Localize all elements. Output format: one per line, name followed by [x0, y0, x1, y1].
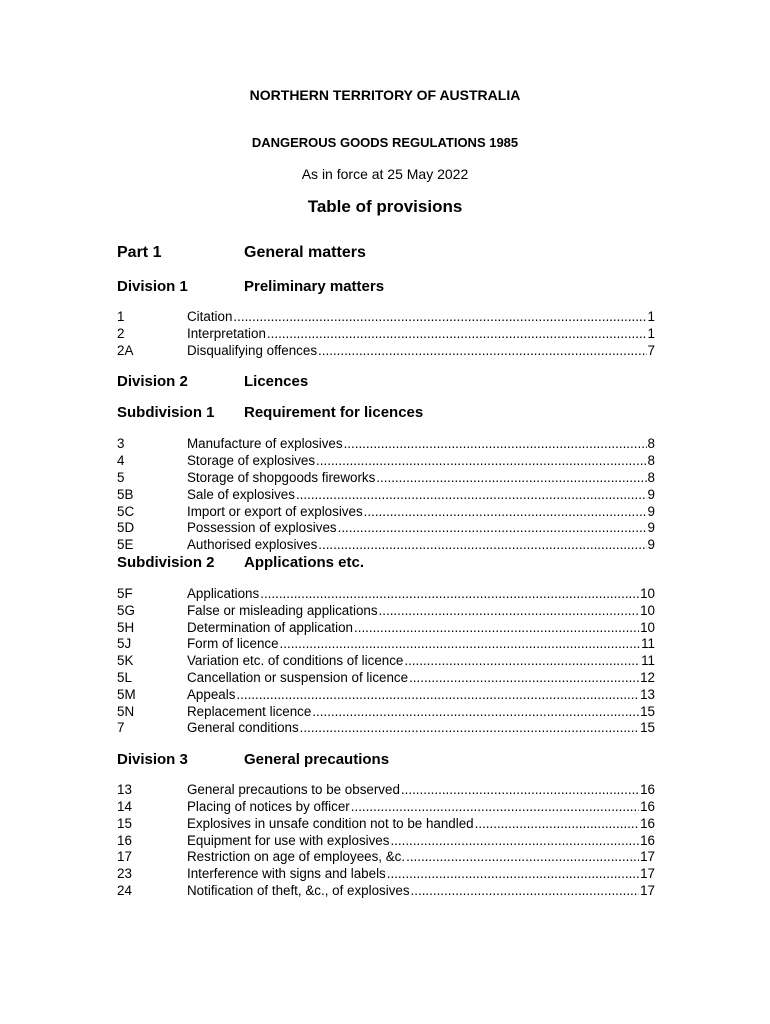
toc-entry[interactable] [117, 849, 655, 866]
provision-title: Equipment for use with explosives [187, 832, 390, 848]
provision-number: 5M [117, 686, 136, 702]
page-number: 16 [640, 832, 655, 848]
provision-number: 2 [117, 325, 125, 341]
provision-number: 5K [117, 653, 134, 669]
toc-entry[interactable] [117, 504, 655, 521]
dot-leader [312, 704, 639, 721]
heading-title: General precautions [244, 751, 390, 769]
page-number: 11 [641, 653, 655, 669]
provision-title: Appeals [187, 686, 236, 702]
page-number: 16 [640, 815, 655, 831]
provision-title: Determination of application [187, 619, 353, 635]
page-number: 16 [640, 782, 655, 798]
provision-title: Import or export of explosives [187, 503, 363, 519]
provision-list [117, 309, 655, 359]
provision-list [117, 782, 655, 900]
provision-number: 5B [117, 486, 134, 502]
toc-entry[interactable] [117, 487, 655, 504]
provision-title: Storage of shopgoods fireworks [187, 469, 376, 485]
provision-title: Restriction on age of employees, &c. [187, 849, 406, 865]
toc-entry[interactable] [117, 866, 655, 883]
provision-list [117, 586, 655, 737]
page-number: 8 [647, 436, 655, 452]
toc-entry[interactable] [117, 816, 655, 833]
provision-number: 24 [117, 882, 132, 898]
page-number: 8 [647, 453, 655, 469]
toc-entry[interactable] [117, 309, 655, 326]
toc-title: Table of provisions [307, 197, 463, 216]
provision-title: Authorised explosives [187, 537, 318, 553]
dot-leader [475, 816, 639, 833]
dot-leader [267, 326, 647, 343]
provision-title: Replacement licence [187, 703, 312, 719]
part-heading[interactable] [117, 244, 655, 264]
heading-label: Division 3 [117, 751, 188, 769]
dot-leader [300, 720, 639, 737]
dot-leader [280, 636, 641, 653]
provision-title: Placing of notices by officer [187, 798, 350, 814]
provision-number: 15 [117, 815, 132, 831]
page-number: 9 [647, 537, 655, 553]
page-number: 17 [640, 866, 655, 882]
toc-entry[interactable] [117, 687, 655, 704]
provision-title: False or misleading applications [187, 602, 378, 618]
page-number: 15 [640, 720, 655, 736]
provision-title: General conditions [187, 720, 299, 736]
dot-leader [236, 687, 639, 704]
provision-title: Form of licence [187, 636, 279, 652]
in-force-date: As in force at 25 May 2022 [301, 166, 469, 182]
provision-title: Explosives in unsafe condition not to be handled [187, 815, 474, 831]
page-number: 12 [640, 669, 655, 685]
provision-title: General precautions to be observed [187, 782, 400, 798]
provision-number: 5L [117, 669, 132, 685]
jurisdiction-heading: NORTHERN TERRITORY OF AUSTRALIA [249, 87, 521, 103]
toc-entry[interactable] [117, 636, 655, 653]
dot-leader [404, 653, 640, 670]
dot-leader [260, 586, 639, 603]
toc-entry[interactable] [117, 653, 655, 670]
heading-title: Licences [244, 373, 309, 391]
toc-entry[interactable] [117, 620, 655, 637]
division-heading[interactable] [117, 373, 655, 392]
page-number: 9 [647, 486, 655, 502]
page-number: 10 [640, 585, 655, 601]
provision-number: 16 [117, 832, 132, 848]
provision-number: 3 [117, 436, 125, 452]
provision-title: Variation etc. of conditions of licence [187, 653, 404, 669]
page-number: 9 [647, 520, 655, 536]
provision-number: 5 [117, 469, 125, 485]
toc-entry[interactable] [117, 343, 655, 360]
heading-title: Requirement for licences [244, 404, 424, 422]
subdivision-heading[interactable] [117, 404, 655, 423]
dot-leader [376, 470, 646, 487]
heading-title: Preliminary matters [244, 278, 385, 295]
page-number: 17 [640, 882, 655, 898]
toc-entry[interactable] [117, 833, 655, 850]
provision-number: 5J [117, 636, 132, 652]
dot-leader [406, 849, 639, 866]
page-number: 7 [647, 342, 655, 358]
dot-leader [344, 436, 647, 453]
provision-title: Notification of theft, &c., of explosives [187, 882, 410, 898]
regulation-title: DANGEROUS GOODS REGULATIONS 1985 [251, 135, 519, 150]
toc-entry[interactable] [117, 720, 655, 737]
heading-label: Division 1 [117, 278, 188, 295]
dot-leader [316, 453, 647, 470]
page-number: 1 [647, 309, 655, 324]
page-number: 10 [640, 602, 655, 618]
dot-leader [338, 520, 647, 537]
provision-title: Applications [187, 585, 260, 601]
dot-leader [351, 799, 639, 816]
provision-number: 5F [117, 585, 133, 601]
dot-leader [379, 603, 640, 620]
dot-leader [390, 833, 639, 850]
provision-title: Interference with signs and labels [187, 866, 386, 882]
provision-number: 5C [117, 503, 135, 519]
page-number: 8 [647, 469, 655, 485]
dot-leader [387, 866, 639, 883]
provision-number: 5D [117, 520, 135, 536]
table-of-provisions [117, 244, 655, 900]
provision-number: 1 [117, 309, 125, 324]
provision-number: 13 [117, 782, 132, 798]
dot-leader [318, 537, 646, 554]
provision-number: 5G [117, 602, 135, 618]
dot-leader [233, 309, 646, 326]
toc-entry[interactable] [117, 586, 655, 603]
dot-leader [409, 670, 639, 687]
page-number: 17 [640, 849, 655, 865]
toc-entry[interactable] [117, 436, 655, 453]
provision-title: Storage of explosives [187, 453, 316, 469]
toc-entry[interactable] [117, 670, 655, 687]
provision-number: 5H [117, 619, 135, 635]
heading-title: Applications etc. [244, 553, 365, 571]
provision-title: Disqualifying offences [187, 342, 318, 358]
provision-title: Possession of explosives [187, 520, 337, 536]
provision-number: 17 [117, 849, 132, 865]
heading-label: Division 2 [117, 373, 188, 391]
toc-entry[interactable] [117, 704, 655, 721]
provision-title: Cancellation or suspension of licence [187, 669, 409, 685]
dot-leader [364, 504, 647, 521]
page-number: 9 [647, 503, 655, 519]
division-heading[interactable] [117, 751, 655, 770]
page-number: 15 [640, 703, 655, 719]
provision-number: 7 [117, 720, 125, 736]
page-number: 16 [640, 798, 655, 814]
toc-entry[interactable] [117, 799, 655, 816]
heading-label: Part 1 [117, 244, 162, 261]
dot-leader [411, 883, 640, 900]
provision-title: Citation [187, 309, 233, 324]
toc-entry[interactable] [117, 782, 655, 799]
toc-entry[interactable] [117, 326, 655, 343]
provision-title: Sale of explosives [187, 486, 295, 502]
heading-label: Subdivision 2 [117, 553, 215, 571]
page-number: 10 [640, 619, 655, 635]
page-number: 1 [647, 325, 655, 341]
provision-number: 14 [117, 798, 132, 814]
dot-leader [296, 487, 647, 504]
provision-number: 5E [117, 537, 134, 553]
dot-leader [401, 782, 639, 799]
toc-entry[interactable] [117, 603, 655, 620]
toc-entry[interactable] [117, 883, 655, 900]
toc-entry[interactable] [117, 453, 655, 470]
provision-number: 23 [117, 866, 132, 882]
toc-entry[interactable] [117, 470, 655, 487]
dot-leader [354, 620, 639, 637]
toc-entry[interactable] [117, 537, 655, 554]
provision-number: 5N [117, 703, 135, 719]
toc-entry[interactable] [117, 520, 655, 537]
provision-title: Manufacture of explosives [187, 436, 343, 452]
subdivision-heading[interactable] [117, 554, 655, 573]
page-number: 13 [640, 686, 655, 702]
provision-list [117, 436, 655, 554]
provision-number: 2A [117, 342, 134, 358]
page-number: 11 [641, 636, 655, 652]
division-heading[interactable] [117, 278, 655, 297]
dot-leader [318, 343, 647, 360]
provision-title: Interpretation [187, 325, 266, 341]
heading-label: Subdivision 1 [117, 404, 215, 422]
provision-number: 4 [117, 453, 125, 469]
heading-title: General matters [244, 244, 366, 261]
